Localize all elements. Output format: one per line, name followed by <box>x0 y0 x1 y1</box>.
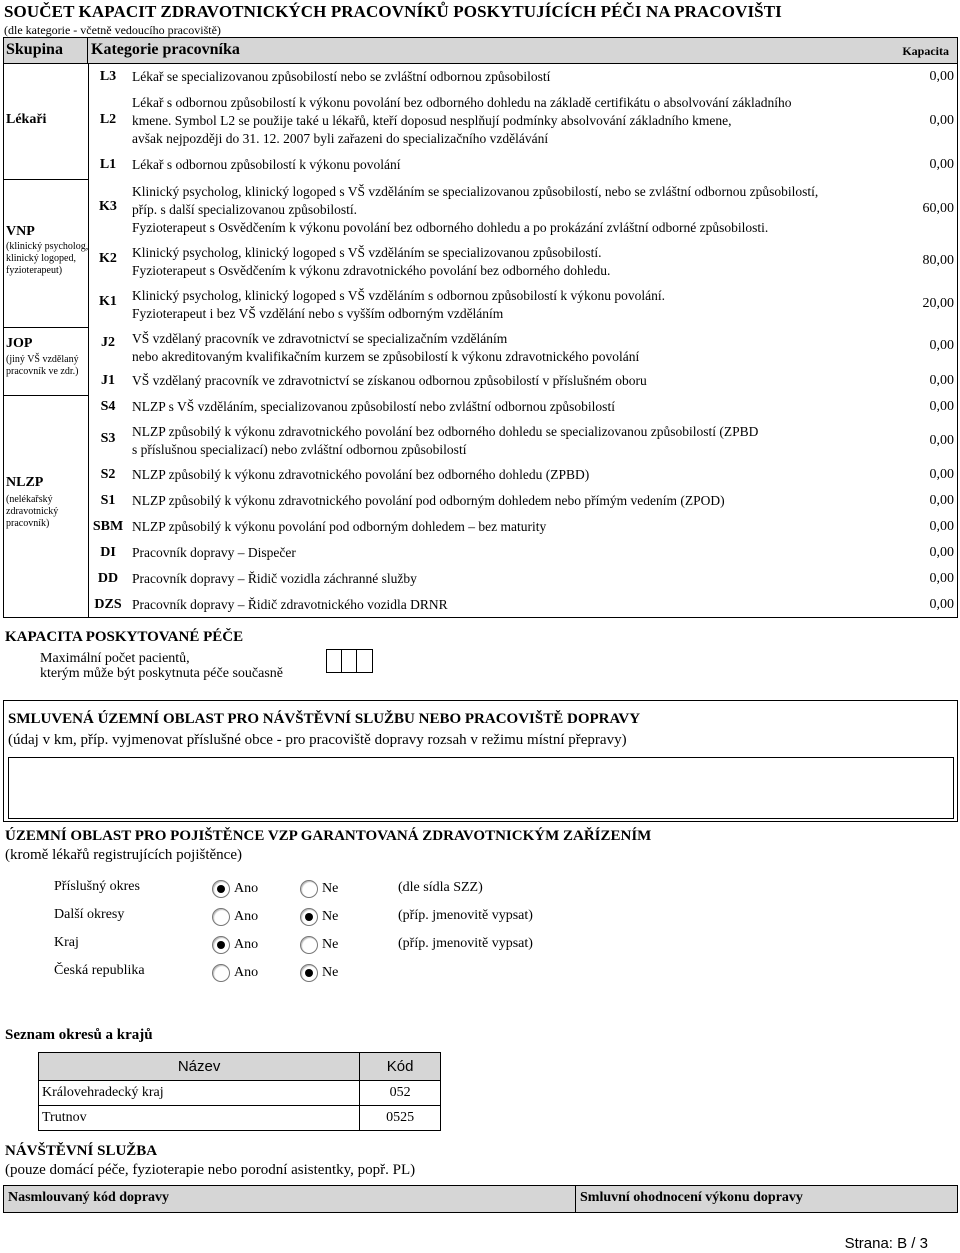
max-patients-input[interactable] <box>326 649 373 673</box>
radio-button[interactable] <box>212 964 230 982</box>
row-capacity: 0,00 <box>929 157 954 172</box>
option-label: Další okresy <box>54 907 125 922</box>
navstevni-title: NÁVŠTĚVNÍ SLUŽBA <box>5 1143 158 1159</box>
row-code: K3 <box>99 199 117 214</box>
navstevni-subtitle: (pouze domácí péče, fyzioterapie nebo porodní asistentky, popř. PL) <box>5 1162 416 1178</box>
option-label: Kraj <box>54 935 79 950</box>
smluvni-ohodnoceni-header: Smluvní ohodnocení výkonu dopravy <box>580 1190 803 1205</box>
row-capacity: 0,00 <box>929 467 954 482</box>
cell-nazev: Královehradecký kraj <box>39 1081 360 1106</box>
row-description: Klinický psycholog, klinický logoped s VŠ vzděláním se specializovanou způsobilostí. Fyzioterapeut s Osvědčením k výkonu zdravotnického povolání bez odborného dohledu. <box>132 245 611 278</box>
radio-button[interactable] <box>300 964 318 982</box>
row-capacity: 0,00 <box>929 399 954 414</box>
radio-row-ceska-republika <box>54 963 654 987</box>
doprava-table-header <box>3 1185 958 1213</box>
option-label: Příslušný okres <box>54 879 140 894</box>
group-vnp-note: (klinický psycholog, <box>6 241 89 252</box>
row-code: K2 <box>99 251 117 266</box>
cell-kod: 052 <box>360 1081 441 1106</box>
group-lekari: Lékaři <box>6 112 47 127</box>
digit-box[interactable] <box>342 650 357 672</box>
row-capacity: 0,00 <box>929 69 954 84</box>
digit-box[interactable] <box>357 650 372 672</box>
radio-button[interactable] <box>300 880 318 898</box>
row-description: NLZP způsobilý k výkonu povolání pod odborným dohledem – bez maturity <box>132 519 547 534</box>
row-description: Pracovník dopravy – Dispečer <box>132 545 296 560</box>
row-description: NLZP způsobilý k výkonu zdravotnického povolání pod odborným dohledem nebo přímým vedením (ZPOD) <box>132 493 725 508</box>
row-capacity: 80,00 <box>922 253 954 268</box>
radio-ne[interactable] <box>300 962 338 984</box>
row-code: J2 <box>101 335 115 350</box>
row-code: DI <box>100 545 116 560</box>
row-description: Pracovník dopravy – Řidič zdravotnického vozidla DRNR <box>132 597 448 612</box>
kapacita-label: kterým může být poskytnuta péče současně <box>40 666 283 681</box>
row-code: S1 <box>100 493 116 508</box>
group-vnp-note: fyzioterapeut) <box>6 265 63 276</box>
row-description: Klinický psycholog, klinický logoped s VŠ vzděláním s odbornou způsobilostí k výkonu povolání. Fyzioterapeut i bez VŠ vzdělání nebo s vyšším odborným vzděláním <box>132 288 665 321</box>
radio-ano[interactable] <box>212 934 258 956</box>
radio-label: Ne <box>322 909 339 924</box>
row-capacity: 0,00 <box>929 373 954 388</box>
row-code: J1 <box>101 373 115 388</box>
group-nlzp-note: pracovník) <box>6 518 50 529</box>
row-description: Lékař s odbornou způsobilostí k výkonu povolání <box>132 157 401 172</box>
column-header-nazev: Název <box>39 1053 360 1081</box>
radio-label: Ano <box>234 965 259 980</box>
smluvena-title: SMLUVENÁ ÚZEMNÍ OBLAST PRO NÁVŠTĚVNÍ SLUŽBU NEBO PRACOVIŠTĚ DOPRAVY <box>8 711 641 727</box>
uzemni-title: ÚZEMNÍ OBLAST PRO POJIŠTĚNCE VZP GARANTOVANÁ ZDRAVOTNICKÝM ZAŘÍZENÍM <box>5 828 652 844</box>
row-capacity: 0,00 <box>929 113 954 128</box>
group-divider <box>3 179 89 180</box>
row-description: Pracovník dopravy – Řidič vozidla záchranné služby <box>132 571 417 586</box>
page-subtitle: (dle kategorie - včetně vedoucího pracoviště) <box>4 23 221 37</box>
row-description: NLZP způsobilý k výkonu zdravotnického povolání bez odborného dohledu se specializovanou způsobilostí (ZPBD s příslušnou specializací) nebo zvláštní odbornou způsobilostí <box>132 424 759 457</box>
row-code: L3 <box>99 69 117 84</box>
option-note: (dle sídla SZZ) <box>398 880 483 895</box>
option-note: (příp. jmenovitě vypsat) <box>398 936 533 951</box>
table-header <box>3 37 958 64</box>
row-code: S4 <box>100 399 116 414</box>
header-kapacita: Kapacita <box>902 44 949 58</box>
radio-ano[interactable] <box>212 878 258 900</box>
option-label: Česká republika <box>54 963 145 978</box>
row-code: L2 <box>99 112 117 127</box>
digit-box[interactable] <box>327 650 342 672</box>
page-title: SOUČET KAPACIT ZDRAVOTNICKÝCH PRACOVNÍKŮ POSKYTUJÍCÍCH PÉČI NA PRACOVIŠTI <box>4 2 782 21</box>
row-capacity: 0,00 <box>929 571 954 586</box>
row-capacity: 0,00 <box>929 493 954 508</box>
cell-kod: 0525 <box>360 1106 441 1131</box>
radio-label: Ne <box>322 881 339 896</box>
radio-button[interactable] <box>212 908 230 926</box>
radio-ano[interactable] <box>212 962 258 984</box>
row-code: K1 <box>99 294 117 309</box>
radio-ne[interactable] <box>300 934 338 956</box>
radio-row-prislusny-okres <box>54 879 654 903</box>
group-nlzp: NLZP <box>6 475 44 490</box>
kapacita-label: Maximální počet pacientů, <box>40 651 190 666</box>
radio-ano[interactable] <box>212 906 258 928</box>
group-nlzp-note: zdravotnický <box>6 506 59 517</box>
radio-label: Ano <box>234 937 259 952</box>
option-note: (příp. jmenovitě vypsat) <box>398 908 533 923</box>
radio-label: Ne <box>322 937 339 952</box>
table-row <box>39 1081 441 1106</box>
group-jop-note: pracovník ve zdr.) <box>6 366 79 377</box>
radio-label: Ano <box>234 881 259 896</box>
row-description: VŠ vzdělaný pracovník ve zdravotnictví se specializačním vzděláním nebo akreditovaným kvalifikačním kurzem se způsobilostí k výkonu zdravotnického povolání <box>132 331 640 364</box>
cell-nazev: Trutnov <box>39 1106 360 1131</box>
okresy-table <box>38 1052 441 1131</box>
row-description: Klinický psycholog, klinický logoped s VŠ vzděláním se specializovanou způsobilostí, nebo se zvláštní odbornou způsobilostí, příp. s další specializovanou způsobilostí. Fyzioterapeut s Osvědčením k výkonu povolání bez odborného dohledu a po prokázání zvláštní odborné způsobilosti. <box>132 184 819 235</box>
row-code: DD <box>97 571 119 586</box>
row-capacity: 60,00 <box>922 201 954 216</box>
group-jop: JOP <box>6 336 33 351</box>
row-code: SBM <box>92 519 124 534</box>
kapacita-title: KAPACITA POSKYTOVANÉ PÉČE <box>5 629 244 645</box>
group-vnp-note: klinický logoped, <box>6 253 76 264</box>
row-description: VŠ vzdělaný pracovník ve zdravotnictví se získanou odbornou způsobilostí v příslušném oboru <box>132 373 647 388</box>
row-description: NLZP způsobilý k výkonu zdravotnického povolání bez odborného dohledu (ZPBD) <box>132 467 590 482</box>
header-skupina: Skupina <box>6 41 63 58</box>
row-code: S3 <box>100 431 116 446</box>
row-description: Lékař se specializovanou způsobilostí nebo se zvláštní odbornou způsobilostí <box>132 69 551 84</box>
row-description: Lékař s odbornou způsobilostí k výkonu povolání bez odborného dohledu na základě certifikátu o absolvování základního kmene. Symbol L2 se použije také u lékařů, kteří doposud nesplňují podmínky absolvování základního kmene, avšak nejpozději do 31. 12. 2007 byli zařazeni do specializačního vzdělávání <box>132 95 792 146</box>
header-divider <box>87 38 88 63</box>
radio-label: Ne <box>322 965 339 980</box>
radio-button[interactable] <box>300 936 318 954</box>
smluvena-area-field[interactable] <box>8 757 954 819</box>
group-jop-note: (jiný VŠ vzdělaný <box>6 354 79 365</box>
radio-row-dalsi-okresy <box>54 907 654 931</box>
header-kategorie: Kategorie pracovníka <box>91 41 240 58</box>
group-divider <box>3 395 89 396</box>
radio-button[interactable] <box>212 880 230 898</box>
row-capacity: 0,00 <box>929 519 954 534</box>
radio-label: Ano <box>234 909 259 924</box>
row-code: L1 <box>99 157 117 172</box>
uzemni-subtitle: (kromě lékařů registrujících pojištěnce) <box>5 847 242 863</box>
seznam-title: Seznam okresů a krajů <box>5 1027 153 1043</box>
row-capacity: 0,00 <box>929 433 954 448</box>
nasmlouvany-kod-header: Nasmlouvaný kód dopravy <box>4 1186 576 1212</box>
radio-ne[interactable] <box>300 878 338 900</box>
radio-button[interactable] <box>212 936 230 954</box>
row-capacity: 0,00 <box>929 545 954 560</box>
group-nlzp-note: (nelékařský <box>6 494 53 505</box>
row-capacity: 0,00 <box>929 338 954 353</box>
radio-row-kraj <box>54 935 654 959</box>
page-number: Strana: B / 3 <box>844 1235 928 1252</box>
group-divider <box>3 327 89 328</box>
row-code: DZS <box>94 597 122 612</box>
row-capacity: 20,00 <box>922 296 954 311</box>
row-code: S2 <box>100 467 116 482</box>
radio-ne[interactable] <box>300 906 338 928</box>
smluvena-subtitle: (údaj v km, příp. vyjmenovat příslušné obce - pro pracoviště dopravy rozsah v režimu místní přepravy) <box>8 732 627 748</box>
column-header-kod: Kód <box>360 1053 441 1081</box>
group-vnp: VNP <box>6 224 35 239</box>
table-row <box>39 1106 441 1131</box>
row-capacity: 0,00 <box>929 597 954 612</box>
row-description: NLZP s VŠ vzděláním, specializovanou způsobilostí nebo zvláštní odbornou způsobilostí <box>132 399 615 414</box>
radio-button[interactable] <box>300 908 318 926</box>
